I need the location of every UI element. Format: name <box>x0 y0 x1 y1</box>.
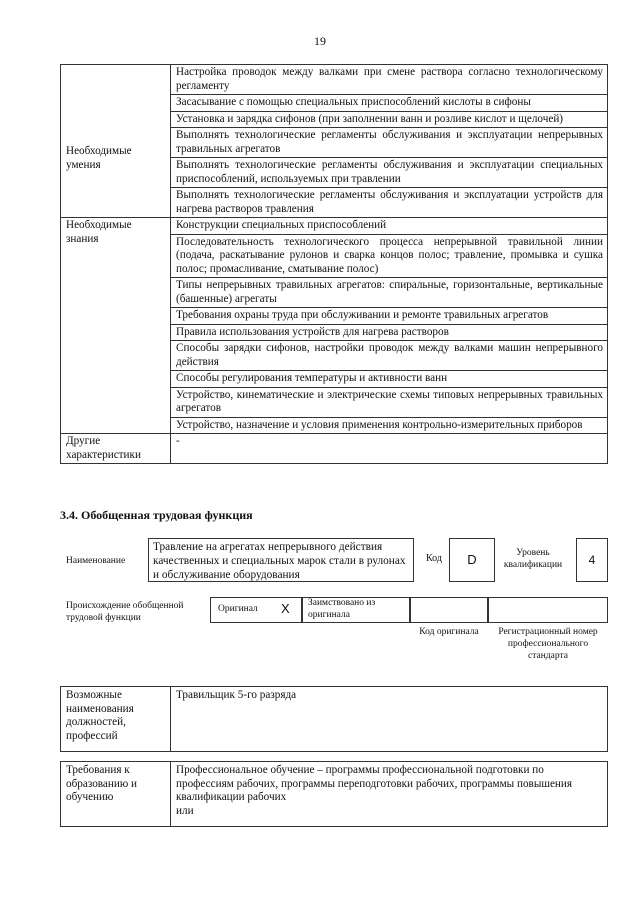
knowledge-item: Способы зарядки сифонов, настройки проводок между валками машин непрерывного действия <box>171 341 608 371</box>
code-value-box: D <box>449 538 495 582</box>
table-row <box>61 762 608 827</box>
positions-label: Возможные наименования должностей, профессий <box>61 687 171 752</box>
skill-item: Выполнять технологические регламенты обслуживания и эксплуатации специальных приспособлений, используемых при травлении <box>171 158 608 188</box>
knowledge-item: Последовательность технологического процесса непрерывной травильной линии (подача, раскатывание рулонов и сварка концов полос; травление, промывка и сушка полос; промасливание, сматывание полос) <box>171 234 608 278</box>
skill-item: Установка и зарядка сифонов (при заполнении ванн и розливе кислот и щелочей) <box>171 111 608 128</box>
education-line-2: или <box>176 804 194 817</box>
skill-item: Выполнять технологические регламенты обслуживания и эксплуатации непрерывных травильных агрегатов <box>171 128 608 158</box>
origin-label: Происхождение обобщенной трудовой функции <box>66 601 184 623</box>
borrowed-label: Заимствовано из оригинала <box>308 598 376 620</box>
knowledge-item: Способы регулирования температуры и активности ванн <box>171 371 608 388</box>
level-label: Уровень квалификации <box>503 548 563 570</box>
other-label: Другие характеристики <box>61 434 171 464</box>
origin-code-caption: Код оригинала <box>419 627 479 637</box>
education-label: Требования к образованию и обучению <box>61 762 171 827</box>
origin-code-box <box>410 597 488 623</box>
knowledge-item: Устройство, назначение и условия применения контрольно-измерительных приборов <box>171 417 608 434</box>
skills-label: Необходимые умения <box>61 65 171 218</box>
page-number: 19 <box>314 34 326 48</box>
skill-item: Настройка проводок между валками при смене раствора согласно технологическому регламенту <box>171 65 608 95</box>
knowledge-item: Требования охраны труда при обслуживании и ремонте травильных агрегатов <box>171 308 608 325</box>
table-row <box>61 218 608 235</box>
level-value-box: 4 <box>576 538 608 582</box>
reg-number-box <box>488 597 608 623</box>
knowledge-label: Необходимые знания <box>61 218 171 434</box>
table-row <box>61 434 608 464</box>
education-table <box>60 761 608 827</box>
knowledge-item: Конструкции специальных приспособлений <box>171 218 608 235</box>
skills-knowledge-table <box>60 64 608 464</box>
name-value-box: Травление на агрегатах непрерывного действия качественных и специальных марок стали в рулонах и обслуживание оборудования <box>148 538 414 582</box>
skill-item: Выполнять технологические регламенты обслуживания и эксплуатации устройств для нагрева растворов травления <box>171 188 608 218</box>
knowledge-item: Устройство, кинематические и электрические схемы типовых непрерывных травильных агрегатов <box>171 387 608 417</box>
reg-number-caption: Регистрационный номер профессионального стандарта <box>498 627 598 661</box>
positions-table <box>60 686 608 752</box>
knowledge-item: Правила использования устройств для нагрева растворов <box>171 324 608 341</box>
education-value <box>171 762 608 827</box>
original-mark: X <box>281 601 290 616</box>
education-line-1: Профессиональное обучение – программы профессиональной подготовки по профессиям рабочих, программы переподготовки рабочих, программы повышения квалификации рабочих <box>176 764 573 803</box>
skill-item: Засасывание с помощью специальных приспособлений кислоты в сифоны <box>171 95 608 112</box>
section-title: 3.4. Обобщенная трудовая функция <box>60 508 253 522</box>
positions-value: Травильщик 5-го разряда <box>171 687 608 752</box>
table-row <box>61 65 608 95</box>
other-value: - <box>171 434 608 464</box>
code-label: Код <box>426 553 442 564</box>
knowledge-item: Типы непрерывных травильных агрегатов: спиральные, горизонтальные, вертикальные (башенные) агрегаты <box>171 278 608 308</box>
table-row <box>61 687 608 752</box>
name-label: Наименование <box>66 556 126 566</box>
original-label: Оригинал <box>218 604 258 614</box>
